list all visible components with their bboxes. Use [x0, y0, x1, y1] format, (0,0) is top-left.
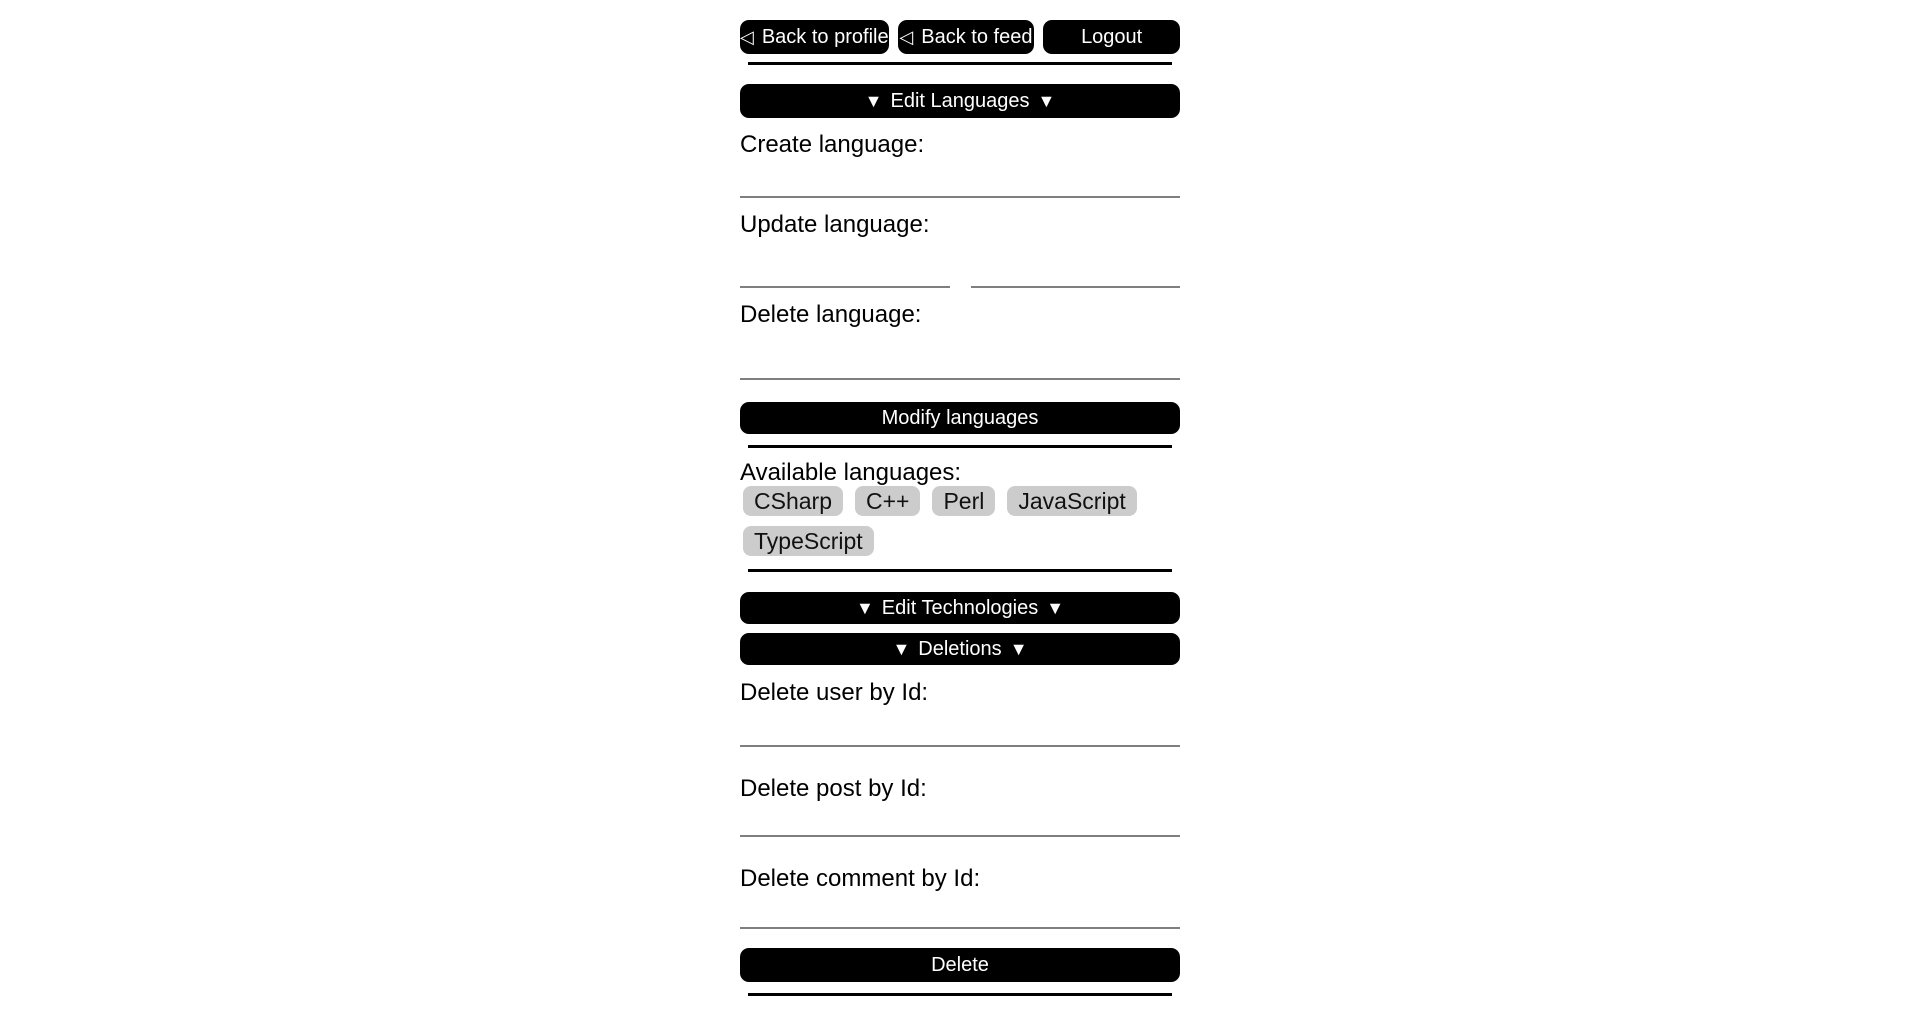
section-divider: [748, 569, 1172, 572]
edit-technologies-toggle[interactable]: [740, 592, 1180, 624]
delete-language-input[interactable]: [740, 328, 1180, 380]
delete-submit-label: Delete: [931, 954, 989, 976]
language-tag[interactable]: JavaScript: [1007, 486, 1136, 516]
logout-label: Logout: [1081, 26, 1143, 48]
caret-down-icon: ▼: [892, 639, 911, 659]
update-language-name-input[interactable]: [971, 238, 1181, 288]
language-tag[interactable]: C++: [855, 486, 920, 516]
caret-down-icon: ▼: [1037, 91, 1056, 111]
back-to-profile-label: Back to profile: [761, 26, 889, 48]
available-languages-label: Available languages:: [740, 459, 962, 486]
create-language-label: Create language:: [740, 131, 925, 158]
available-languages-list: [740, 486, 1180, 556]
language-tag[interactable]: Perl: [932, 486, 995, 516]
update-language-label: Update language:: [740, 211, 930, 238]
language-tag[interactable]: CSharp: [743, 486, 843, 516]
back-to-feed-label: Back to feed: [921, 26, 1033, 48]
back-to-profile-button[interactable]: [740, 20, 889, 54]
caret-down-icon: ▼: [855, 598, 874, 618]
deletions-toggle[interactable]: [740, 633, 1180, 665]
back-to-feed-button[interactable]: [898, 20, 1035, 54]
caret-down-icon: ▼: [864, 91, 883, 111]
caret-down-icon: ▼: [1046, 598, 1065, 618]
language-tag[interactable]: TypeScript: [743, 526, 874, 556]
delete-user-label: Delete user by Id:: [740, 679, 929, 706]
edit-languages-toggle-label: Edit Languages: [890, 90, 1030, 112]
modify-languages-button[interactable]: [740, 402, 1180, 434]
delete-user-id-input[interactable]: [740, 706, 1180, 747]
top-button-row: [740, 20, 1180, 54]
technologies-section: [740, 592, 1180, 624]
admin-panel: [740, 0, 1180, 996]
delete-post-id-input[interactable]: [740, 802, 1180, 837]
delete-comment-id-input[interactable]: [740, 892, 1180, 929]
section-divider: [748, 445, 1172, 448]
section-divider: [748, 62, 1172, 65]
update-language-id-input[interactable]: [740, 238, 950, 288]
update-language-inputs: [740, 238, 1180, 288]
modify-languages-label: Modify languages: [881, 407, 1039, 429]
edit-languages-toggle[interactable]: [740, 84, 1180, 118]
delete-post-label: Delete post by Id:: [740, 775, 927, 802]
languages-section: [740, 84, 1180, 572]
create-language-input[interactable]: [740, 158, 1180, 198]
delete-comment-label: Delete comment by Id:: [740, 865, 981, 892]
back-triangle-icon: ◁: [740, 27, 754, 47]
delete-language-label: Delete language:: [740, 301, 922, 328]
caret-down-icon: ▼: [1009, 639, 1028, 659]
edit-technologies-toggle-label: Edit Technologies: [881, 597, 1039, 619]
deletions-section: [740, 633, 1180, 996]
back-triangle-icon: ◁: [899, 27, 914, 47]
delete-submit-button[interactable]: [740, 948, 1180, 982]
logout-button[interactable]: [1043, 20, 1180, 54]
section-divider: [748, 993, 1172, 996]
deletions-toggle-label: Deletions: [918, 638, 1002, 660]
